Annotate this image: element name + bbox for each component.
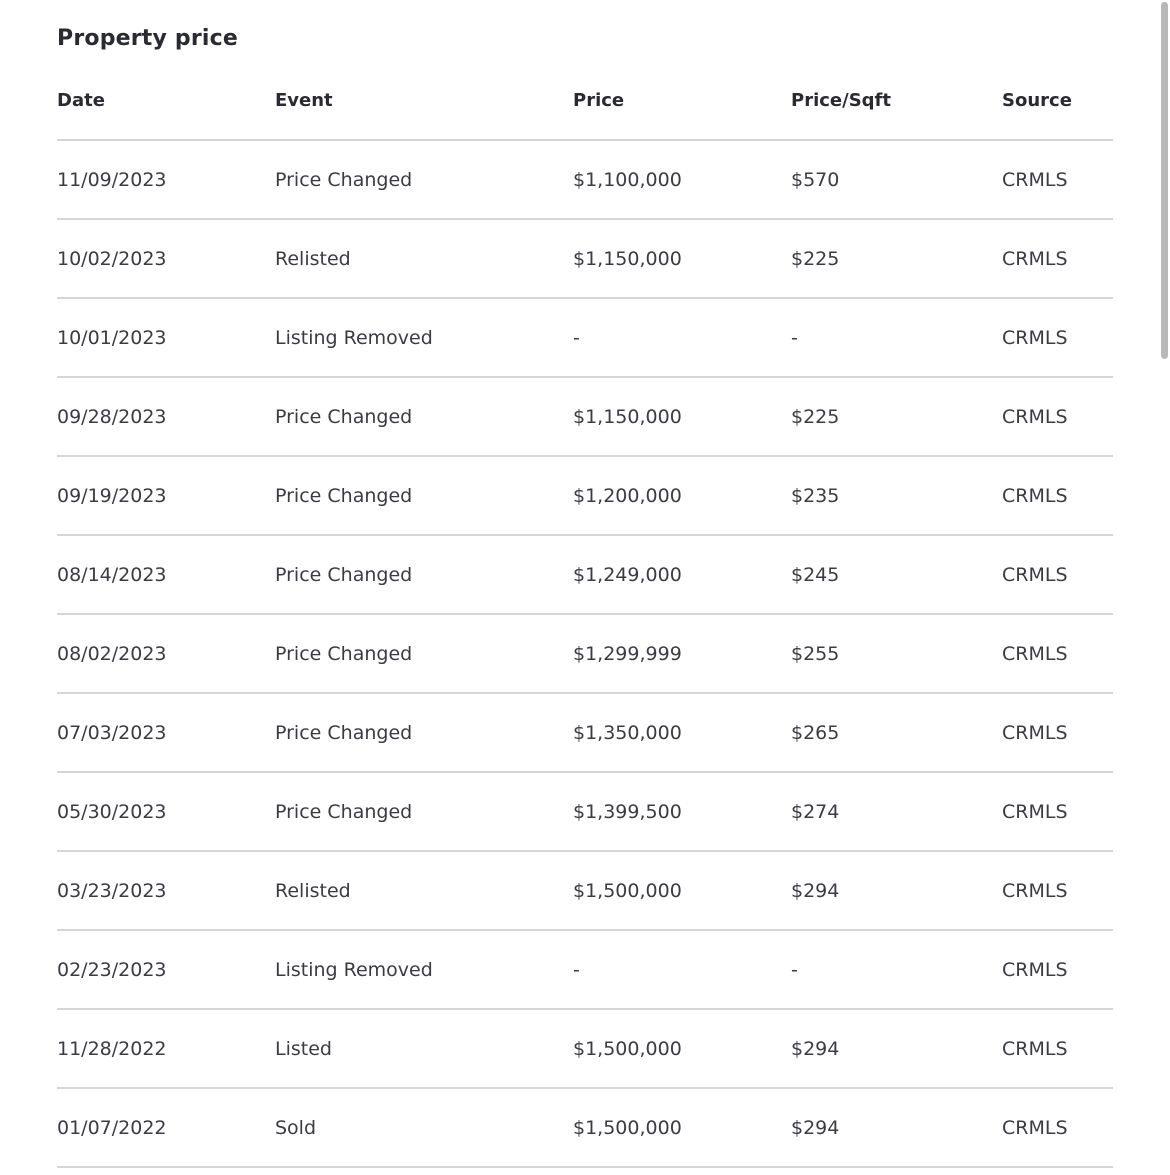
- table-row: [57, 378, 1113, 457]
- cell-event: Price Changed: [275, 484, 413, 507]
- cell-event: Relisted: [275, 879, 351, 902]
- cell-price: $1,500,000: [573, 1116, 682, 1139]
- column-header-event: Event: [275, 89, 333, 111]
- cell-date: 08/02/2023: [57, 642, 167, 665]
- cell-source: CRMLS: [1002, 1037, 1068, 1060]
- cell-source: CRMLS: [1002, 168, 1068, 191]
- cell-price-sqft: $245: [791, 563, 840, 586]
- cell-source: CRMLS: [1002, 563, 1068, 586]
- cell-price: $1,150,000: [573, 405, 682, 428]
- scrollbar[interactable]: [1158, 0, 1170, 1175]
- cell-source: CRMLS: [1002, 721, 1068, 744]
- cell-event: Price Changed: [275, 563, 413, 586]
- table-row: [57, 220, 1113, 299]
- cell-price: -: [573, 326, 580, 349]
- column-header-price: Price: [573, 89, 625, 111]
- cell-event: Price Changed: [275, 800, 413, 823]
- cell-price-sqft: $294: [791, 879, 840, 902]
- cell-event: Price Changed: [275, 405, 413, 428]
- cell-date: 10/02/2023: [57, 247, 167, 270]
- cell-price: $1,249,000: [573, 563, 682, 586]
- cell-event: Sold: [275, 1116, 317, 1139]
- table-row: [57, 457, 1113, 536]
- table-row: [57, 773, 1113, 852]
- cell-price-sqft: $225: [791, 247, 840, 270]
- column-header-date: Date: [57, 89, 105, 111]
- table-row: [57, 852, 1113, 931]
- cell-date: 03/23/2023: [57, 879, 167, 902]
- cell-price-sqft: -: [791, 958, 798, 981]
- cell-source: CRMLS: [1002, 958, 1068, 981]
- cell-source: CRMLS: [1002, 1116, 1068, 1139]
- price-history-table: [57, 63, 1113, 1168]
- cell-source: CRMLS: [1002, 326, 1068, 349]
- table-row: [57, 536, 1113, 615]
- cell-source: CRMLS: [1002, 484, 1068, 507]
- cell-date: 10/01/2023: [57, 326, 167, 349]
- cell-price-sqft: $294: [791, 1116, 840, 1139]
- cell-date: 07/03/2023: [57, 721, 167, 744]
- cell-date: 09/19/2023: [57, 484, 167, 507]
- cell-event: Price Changed: [275, 168, 413, 191]
- cell-event: Price Changed: [275, 721, 413, 744]
- cell-date: 08/14/2023: [57, 563, 167, 586]
- table-row: [57, 1010, 1113, 1089]
- cell-price: $1,150,000: [573, 247, 682, 270]
- column-header-source: Source: [1002, 89, 1072, 111]
- cell-price: $1,100,000: [573, 168, 682, 191]
- cell-price: $1,350,000: [573, 721, 682, 744]
- cell-date: 05/30/2023: [57, 800, 167, 823]
- table-row: [57, 141, 1113, 220]
- table-row: [57, 1089, 1113, 1168]
- scrollbar-thumb[interactable]: [1161, 2, 1168, 359]
- cell-price: $1,399,500: [573, 800, 682, 823]
- cell-price-sqft: $235: [791, 484, 840, 507]
- cell-price-sqft: $255: [791, 642, 840, 665]
- cell-source: CRMLS: [1002, 800, 1068, 823]
- cell-price: -: [573, 958, 580, 981]
- column-header-price-sqft: Price/Sqft: [791, 89, 891, 111]
- cell-date: 09/28/2023: [57, 405, 167, 428]
- table-row: [57, 931, 1113, 1010]
- cell-date: 02/23/2023: [57, 958, 167, 981]
- cell-price: $1,500,000: [573, 1037, 682, 1060]
- cell-price-sqft: $570: [791, 168, 840, 191]
- cell-price-sqft: $225: [791, 405, 840, 428]
- cell-event: Listing Removed: [275, 326, 433, 349]
- section-title: Property price: [57, 26, 239, 51]
- table-header-row: [57, 63, 1113, 141]
- cell-price: $1,200,000: [573, 484, 682, 507]
- cell-date: 11/28/2022: [57, 1037, 167, 1060]
- cell-price-sqft: $274: [791, 800, 840, 823]
- cell-price-sqft: $294: [791, 1037, 840, 1060]
- cell-source: CRMLS: [1002, 879, 1068, 902]
- cell-price-sqft: $265: [791, 721, 840, 744]
- cell-event: Listing Removed: [275, 958, 433, 981]
- cell-event: Listed: [275, 1037, 332, 1060]
- cell-source: CRMLS: [1002, 405, 1068, 428]
- table-row: [57, 694, 1113, 773]
- cell-price: $1,299,999: [573, 642, 682, 665]
- cell-price-sqft: -: [791, 326, 798, 349]
- table-row: [57, 299, 1113, 378]
- table-row: [57, 615, 1113, 694]
- cell-source: CRMLS: [1002, 642, 1068, 665]
- cell-date: 01/07/2022: [57, 1116, 167, 1139]
- cell-date: 11/09/2023: [57, 168, 167, 191]
- cell-price: $1,500,000: [573, 879, 682, 902]
- cell-event: Relisted: [275, 247, 351, 270]
- cell-event: Price Changed: [275, 642, 413, 665]
- cell-source: CRMLS: [1002, 247, 1068, 270]
